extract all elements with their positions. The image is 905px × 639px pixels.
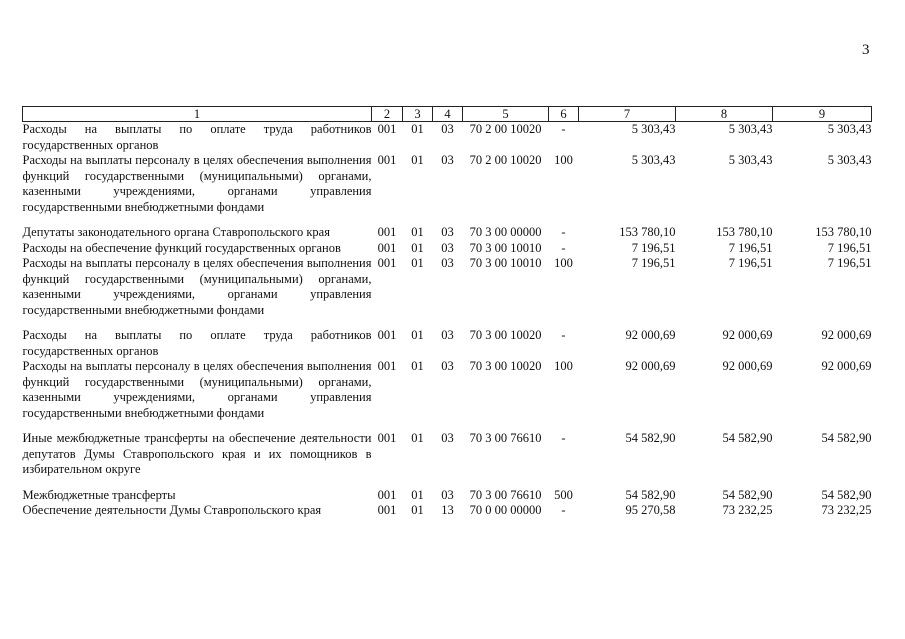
- row-code-2: 001: [377, 225, 397, 239]
- row-code-5: 70 2 00 10020: [469, 122, 542, 136]
- row-code-3: 01: [411, 359, 424, 373]
- row-spacer: [23, 478, 872, 488]
- row-name: Расходы на выплаты персоналу в целях обеспечения выполнения функций государственными (муниципальными) органами, казенными учреждениями, органами управления государственными внебюджетными фондами: [22, 359, 372, 420]
- row-code-3: 01: [411, 153, 424, 167]
- row-code-2: 001: [377, 503, 397, 517]
- row-value-8: 54 582,90: [722, 487, 773, 502]
- row-value-8: 7 196,51: [728, 240, 773, 255]
- row-code-5: 70 3 00 10020: [469, 328, 542, 342]
- row-code-5: 70 3 00 76610: [469, 487, 542, 502]
- row-code-4: 03: [441, 153, 454, 167]
- row-value-7: 95 270,58: [625, 503, 676, 517]
- column-header-2: 2: [372, 107, 403, 122]
- row-name: Иные межбюджетные трансферты на обеспечение деятельности депутатов Думы Ставропольского края и их помощников в избирательном округе: [22, 431, 372, 476]
- row-value-9: 5 303,43: [827, 153, 872, 167]
- table-row: [23, 241, 872, 257]
- row-value-7: 92 000,69: [625, 359, 676, 373]
- row-code-3: 01: [411, 328, 424, 342]
- row-spacer: [23, 318, 872, 328]
- table-row: [23, 431, 872, 478]
- table-row: [23, 328, 872, 359]
- row-code-5: 70 3 00 00000: [469, 225, 542, 239]
- row-code-3: 01: [411, 503, 424, 517]
- row-code-6: 100: [554, 153, 573, 167]
- row-code-5: 70 3 00 10020: [469, 359, 542, 373]
- row-value-9: 153 780,10: [815, 225, 872, 239]
- column-header-4: 4: [433, 107, 463, 122]
- row-value-7: 92 000,69: [625, 328, 676, 342]
- row-spacer: [23, 421, 872, 431]
- column-header-6: 6: [549, 107, 579, 122]
- row-name: Расходы на выплаты персоналу в целях обеспечения выполнения функций государственными (муниципальными) органами, казенными учреждениями, органами управления государственными внебюджетными фондами: [22, 153, 372, 214]
- row-code-2: 001: [377, 153, 397, 167]
- table-row: [23, 153, 872, 215]
- table-row: [23, 359, 872, 421]
- row-code-6: -: [561, 328, 566, 342]
- row-code-5: 70 2 00 10020: [469, 153, 542, 167]
- row-value-8: 5 303,43: [728, 122, 773, 136]
- row-code-3: 01: [411, 240, 424, 255]
- row-value-9: 73 232,25: [821, 503, 872, 517]
- row-name: Расходы на выплаты по оплате труда работников государственных органов: [22, 122, 372, 152]
- row-code-2: 001: [377, 431, 397, 445]
- row-code-2: 001: [377, 359, 397, 373]
- row-value-9: 54 582,90: [821, 431, 872, 445]
- table-row: [23, 122, 872, 154]
- row-value-8: 92 000,69: [722, 359, 773, 373]
- row-code-3: 01: [411, 431, 424, 445]
- row-spacer: [23, 215, 872, 225]
- row-code-2: 001: [377, 328, 397, 342]
- row-value-7: 54 582,90: [625, 431, 676, 445]
- column-header-5: 5: [463, 107, 549, 122]
- row-code-6: 100: [554, 359, 573, 373]
- row-code-6: -: [561, 225, 566, 239]
- budget-table: [22, 106, 872, 519]
- row-value-7: 7 196,51: [631, 256, 676, 270]
- row-code-4: 13: [441, 503, 454, 517]
- table-row: [23, 488, 872, 504]
- column-header-7: 7: [579, 107, 676, 122]
- column-header-3: 3: [403, 107, 433, 122]
- row-code-5: 70 3 00 76610: [469, 431, 542, 445]
- row-code-4: 03: [441, 256, 454, 270]
- row-code-6: -: [561, 122, 566, 136]
- row-code-5: 70 0 00 00000: [469, 503, 542, 517]
- row-value-7: 5 303,43: [631, 122, 676, 136]
- row-code-2: 001: [377, 122, 397, 136]
- page-number: 3: [862, 42, 870, 58]
- row-value-8: 54 582,90: [722, 431, 773, 445]
- row-name: Обеспечение деятельности Думы Ставропольского края: [22, 503, 322, 517]
- row-code-4: 03: [441, 359, 454, 373]
- row-value-9: 92 000,69: [821, 328, 872, 342]
- header-row: [23, 107, 872, 122]
- row-value-8: 153 780,10: [716, 225, 773, 239]
- row-code-2: 001: [377, 240, 397, 255]
- row-value-9: 54 582,90: [821, 487, 872, 502]
- row-value-9: 92 000,69: [821, 359, 872, 373]
- row-name: Депутаты законодательного органа Ставропольского края: [22, 225, 330, 239]
- row-value-7: 5 303,43: [631, 153, 676, 167]
- row-value-8: 7 196,51: [728, 256, 773, 270]
- row-code-3: 01: [411, 122, 424, 136]
- row-value-7: 153 780,10: [619, 225, 676, 239]
- row-name: Расходы на выплаты персоналу в целях обеспечения выполнения функций государственными (муниципальными) органами, казенными учреждениями, органами управления государственными внебюджетными фондами: [22, 256, 372, 317]
- row-code-2: 001: [377, 256, 397, 270]
- row-name: Расходы на выплаты по оплате труда работников государственных органов: [22, 328, 372, 358]
- row-value-8: 73 232,25: [722, 503, 773, 517]
- row-code-2: 001: [377, 487, 397, 502]
- table-row: [23, 225, 872, 241]
- row-code-5: 70 3 00 10010: [469, 256, 542, 270]
- row-value-9: 7 196,51: [827, 256, 872, 270]
- column-header-9: 9: [773, 107, 872, 122]
- row-code-4: 03: [441, 487, 454, 502]
- row-code-4: 03: [441, 431, 454, 445]
- row-code-6: -: [561, 431, 566, 445]
- row-value-9: 5 303,43: [827, 122, 872, 136]
- column-header-1: 1: [23, 107, 372, 122]
- row-code-6: -: [561, 503, 566, 517]
- table-row: [23, 503, 872, 519]
- row-code-3: 01: [411, 256, 424, 270]
- table-row: [23, 256, 872, 318]
- column-header-8: 8: [676, 107, 773, 122]
- row-code-4: 03: [441, 328, 454, 342]
- row-value-8: 92 000,69: [722, 328, 773, 342]
- row-code-6: -: [561, 240, 566, 255]
- row-code-6: 100: [554, 256, 573, 270]
- row-value-8: 5 303,43: [728, 153, 773, 167]
- row-code-3: 01: [411, 225, 424, 239]
- row-code-3: 01: [411, 487, 424, 502]
- row-value-7: 54 582,90: [625, 487, 676, 502]
- row-name: Межбюджетные трансферты: [22, 487, 176, 502]
- row-code-5: 70 3 00 10010: [469, 240, 542, 255]
- row-name: Расходы на обеспечение функций государственных органов: [22, 240, 341, 255]
- row-code-4: 03: [441, 225, 454, 239]
- row-value-9: 7 196,51: [827, 240, 872, 255]
- row-code-6: 500: [554, 487, 573, 502]
- row-code-4: 03: [441, 122, 454, 136]
- row-value-7: 7 196,51: [631, 240, 676, 255]
- row-code-4: 03: [441, 240, 454, 255]
